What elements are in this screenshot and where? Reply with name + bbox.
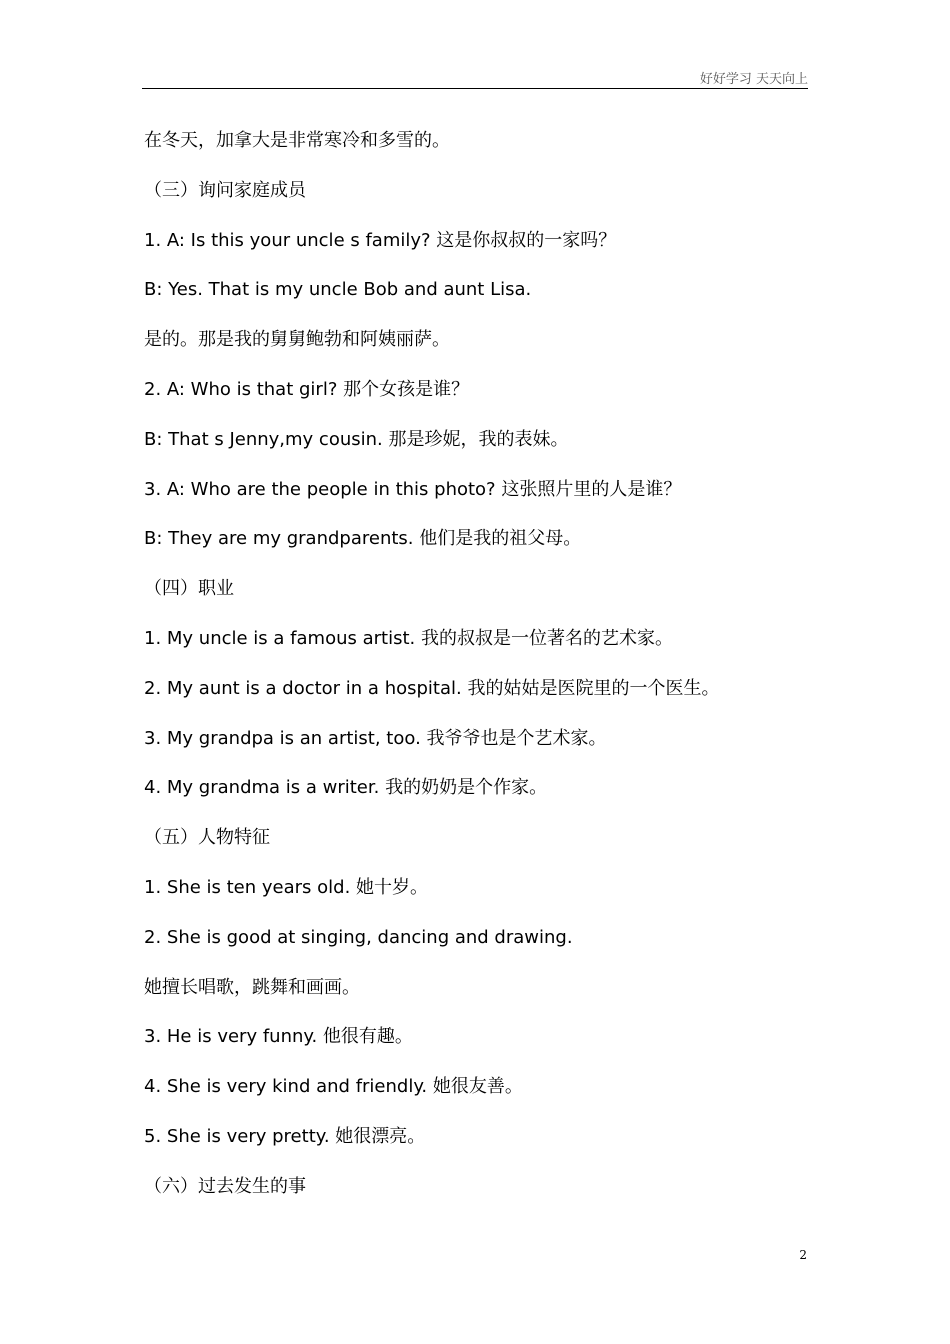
text-line: 3. A: Who are the people in this photo? 这张照片里的人是谁？ — [144, 478, 682, 500]
text-line: 2. She is good at singing, dancing and drawing. — [144, 926, 573, 948]
header-divider — [142, 88, 808, 89]
text-line: 5. She is very pretty. 她很漂亮。 — [144, 1125, 426, 1147]
section-heading: （五）人物特征 — [144, 827, 270, 849]
text-line: B: That s Jenny,my cousin. 那是珍妮，我的表妹。 — [144, 428, 569, 450]
text-line: 是的。那是我的舅舅鲍勃和阿姨丽萨。 — [144, 329, 450, 351]
text-line: 2. My aunt is a doctor in a hospital. 我的姑姑是医院里的一个医生。 — [144, 677, 720, 699]
text-line: 3. He is very funny. 他很有趣。 — [144, 1026, 413, 1048]
text-line: 2. A: Who is that girl? 那个女孩是谁？ — [144, 378, 470, 400]
section-heading: （六）过去发生的事 — [144, 1175, 306, 1197]
text-line: 她擅长唱歌，跳舞和画画。 — [144, 976, 360, 998]
text-line: B: They are my grandparents. 他们是我的祖父母。 — [144, 528, 582, 550]
document-body — [144, 122, 808, 1218]
text-line: 1. A: Is this your uncle s family? 这是你叔叔的一家吗？ — [144, 229, 617, 251]
text-line: B: Yes. That is my uncle Bob and aunt Lisa. — [144, 279, 532, 301]
page-number: 2 — [799, 1248, 807, 1262]
text-line: 3. My grandpa is an artist, too. 我爷爷也是个艺术家。 — [144, 727, 607, 749]
text-line: 4. She is very kind and friendly. 她很友善。 — [144, 1076, 523, 1098]
text-line: 4. My grandma is a writer. 我的奶奶是个作家。 — [144, 777, 548, 799]
text-line: 1. My uncle is a famous artist. 我的叔叔是一位著名的艺术家。 — [144, 627, 673, 649]
text-line: 1. She is ten years old. 她十岁。 — [144, 876, 429, 898]
section-heading: （三）询问家庭成员 — [144, 179, 306, 201]
section-heading: （四）职业 — [144, 578, 234, 600]
text-line: 在冬天，加拿大是非常寒冷和多雪的。 — [144, 130, 450, 151]
page-header-text: 好好学习 天天向上 — [699, 72, 808, 87]
